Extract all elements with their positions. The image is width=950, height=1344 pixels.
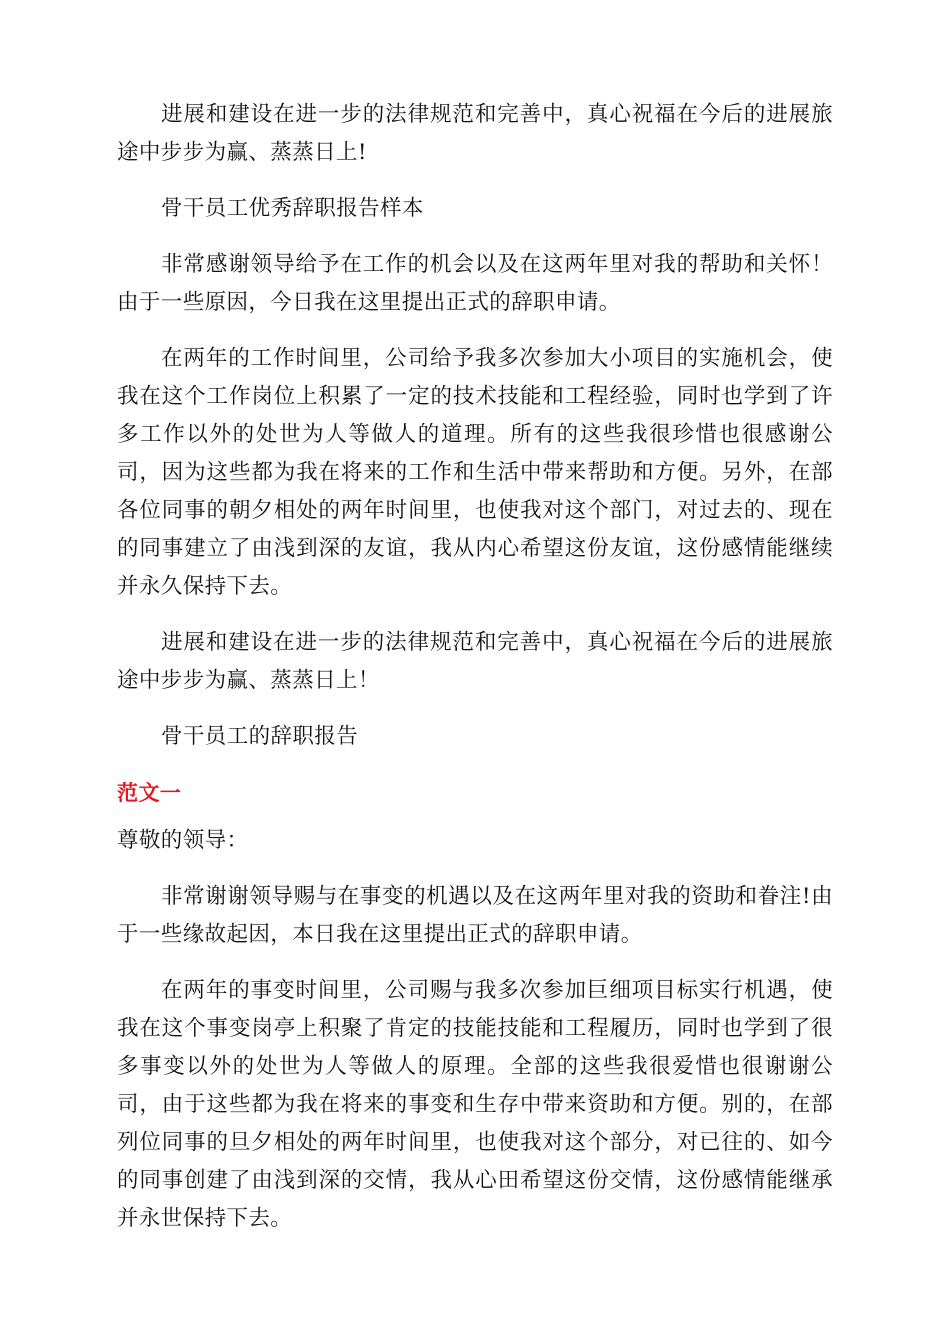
paragraph-closing-wish-2: 进展和建设在进一步的法律规范和完善中，真心祝福在今后的进展旅途中步步为赢、蒸蒸日上！ (117, 630, 833, 693)
paragraph-body-1: 在两年的工作时间里，公司给予我多次参加大小项目的实施机会，使我在这个工作岗位上积累了一定的技术技能和工程经验，同时也学到了许多工作以外的处世为人等做人的道理。所有的这些我很珍惜也很感谢公司，因为这些都为我在将来的工作和生活中带来帮助和方便。另外，在部各位同事的朝夕相处的两年时间里，也使我对这个部门，对过去的、现在的同事建立了由浅到深的友谊，我从内心希望这份友谊，这份感情能继续并永久保持下去。 (117, 346, 833, 599)
paragraph-closing-wish-1: 进展和建设在进一步的法律规范和完善中，真心祝福在今后的进展旅途中步步为赢、蒸蒸日上! (117, 102, 833, 165)
paragraph-title-report: 骨干员工的辞职报告 (161, 724, 359, 749)
paragraph-thanks-1: 非常感谢领导给予在工作的机会以及在这两年里对我的帮助和关怀！由于一些原因，今日我在这里提出正式的辞职申请。 (117, 252, 833, 315)
salutation: 尊敬的领导： (117, 828, 249, 853)
section-heading: 范文一 (117, 781, 182, 805)
paragraph-body-2: 在两年的事变时间里，公司赐与我多次参加巨细项目标实行机遇，使我在这个事变岗亭上积聚了肯定的技能技能和工程履历，同时也学到了很多事变以外的处世为人等做人的原理。全部的这些我很爱惜也很谢谢公司，由于这些都为我在将来的事变和生存中带来资助和方便。别的，在部列位同事的旦夕相处的两年时间里，也使我对这个部分，对已往的、如今的同事创建了由浅到深的交情，我从心田希望这份交情，这份感情能继承并永世保持下去。 (117, 978, 833, 1231)
paragraph-thanks-2: 非常谢谢领导赐与在事变的机遇以及在这两年里对我的资助和眷注!由于一些缘故起因，本日我在这里提出正式的辞职申请。 (117, 884, 833, 947)
document-page (117, 96, 833, 1256)
paragraph-title-sample: 骨干员工优秀辞职报告样本 (161, 196, 424, 221)
